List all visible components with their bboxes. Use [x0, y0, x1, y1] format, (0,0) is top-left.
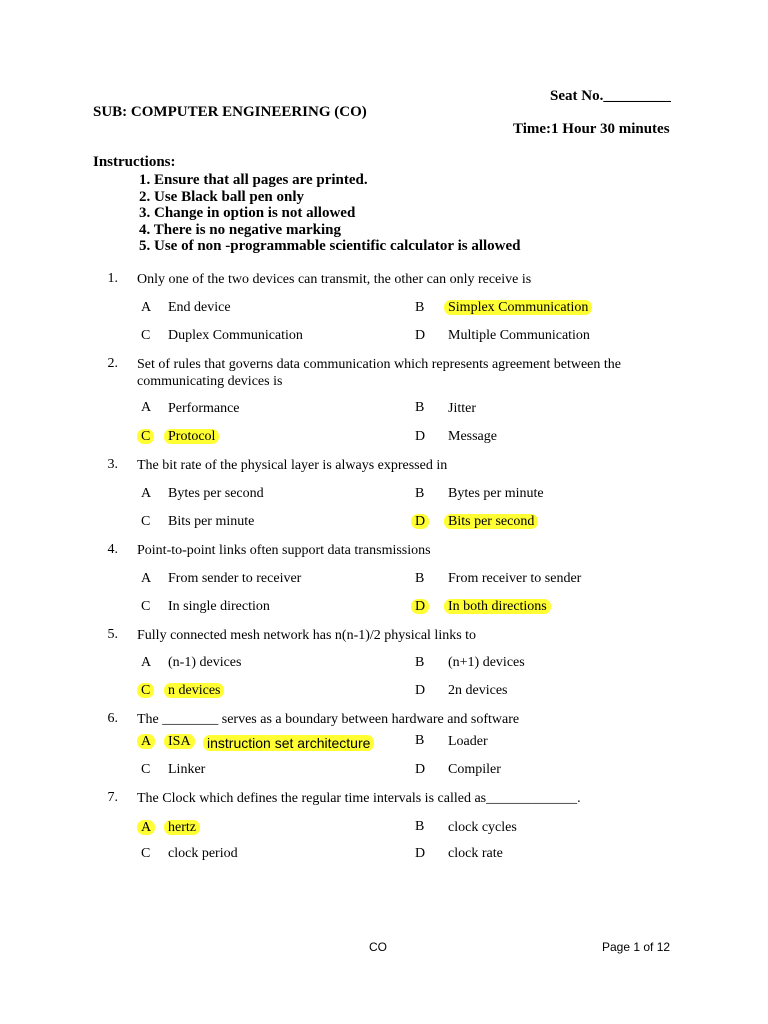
answer-highlight: A — [137, 734, 155, 749]
answer-highlight: hertz — [164, 820, 200, 835]
option-letter: B — [415, 486, 425, 501]
option-letter-answer — [415, 514, 429, 530]
option-text-answer — [448, 300, 592, 316]
option-text: (n+1) devices — [448, 655, 525, 670]
option-letter-answer — [141, 429, 154, 445]
question-number: 6. — [107, 711, 118, 726]
option-letter: B — [415, 400, 425, 415]
instruction-item: 2. Use Black ball pen only — [139, 189, 305, 205]
option-text: Bytes per second — [168, 486, 264, 501]
question-number: 2. — [107, 356, 118, 371]
instruction-item: 5. Use of non -programmable scientific calculator is allowed — [139, 238, 521, 254]
option-text: Bits per minute — [168, 514, 255, 529]
option-letter: B — [415, 733, 425, 748]
question-text: Only one of the two devices can transmit, the other can only receive is — [137, 272, 532, 287]
instruction-item: 3. Change in option is not allowed — [139, 205, 356, 221]
option-text: Bytes per minute — [448, 486, 544, 501]
option-letter: B — [415, 819, 425, 834]
option-letter: B — [415, 300, 425, 315]
answer-highlight: ISA — [164, 734, 195, 749]
answer-highlight: n devices — [164, 683, 224, 698]
option-text: Multiple Communication — [448, 328, 590, 343]
answer-highlight: D — [411, 599, 429, 614]
option-letter: B — [415, 571, 425, 586]
question-text: The ________ serves as a boundary between hardware and software — [137, 712, 520, 727]
option-letter: A — [141, 655, 152, 670]
option-text-answer — [168, 820, 200, 836]
answer-note-highlight: instruction set architecture — [203, 735, 374, 751]
option-letter: B — [415, 655, 425, 670]
answer-highlight: C — [137, 683, 154, 698]
option-letter-answer — [141, 734, 155, 750]
option-text: 2n devices — [448, 683, 508, 698]
option-letter-answer — [141, 820, 155, 836]
question-text: Set of rules that governs data communication which represents agreement between the communicating devices is — [137, 357, 621, 389]
option-letter: C — [141, 328, 151, 343]
option-letter-answer — [141, 683, 154, 699]
seat-number: Seat No._________ — [550, 88, 671, 104]
option-text: Compiler — [448, 762, 501, 777]
option-text: Jitter — [448, 401, 476, 416]
question-text: The bit rate of the physical layer is always expressed in — [137, 458, 448, 473]
option-text: Message — [448, 429, 497, 444]
option-letter: D — [415, 762, 426, 777]
option-letter: D — [415, 429, 426, 444]
question-text: Point-to-point links often support data transmissions — [137, 543, 431, 558]
question-number: 5. — [107, 627, 118, 642]
option-letter: C — [141, 762, 151, 777]
option-text: Duplex Communication — [168, 328, 303, 343]
question-number: 7. — [107, 790, 118, 805]
subject-title: SUB: COMPUTER ENGINEERING (CO) — [93, 104, 367, 120]
answer-highlight: C — [137, 429, 154, 444]
option-text: clock cycles — [448, 820, 517, 835]
answer-highlight: D — [411, 514, 429, 529]
option-text: End device — [168, 300, 231, 315]
footer-subject: CO — [369, 940, 387, 954]
instruction-item: 4. There is no negative marking — [139, 222, 341, 238]
option-text: clock rate — [448, 846, 503, 861]
question-number: 4. — [107, 542, 118, 557]
question-number: 3. — [107, 457, 118, 472]
question-number: 1. — [107, 271, 118, 286]
option-text: (n-1) devices — [168, 655, 242, 670]
answer-highlight: Bits per second — [444, 514, 538, 529]
option-text: Performance — [168, 401, 240, 416]
option-text-answer — [168, 429, 219, 445]
option-text: In single direction — [168, 599, 270, 614]
question-text: The Clock which defines the regular time intervals is called as_____________. — [137, 791, 581, 806]
option-text-answer — [448, 514, 538, 530]
option-letter: D — [415, 683, 426, 698]
option-letter: A — [141, 400, 152, 415]
option-letter: A — [141, 486, 152, 501]
answer-note — [207, 735, 374, 753]
answer-highlight: Simplex Communication — [444, 300, 592, 315]
option-letter: A — [141, 300, 152, 315]
option-text: From sender to receiver — [168, 571, 302, 586]
option-letter-answer — [415, 599, 429, 615]
option-letter: C — [141, 514, 151, 529]
question-text: Fully connected mesh network has n(n-1)/2 physical links to — [137, 628, 477, 643]
option-text: Loader — [448, 734, 488, 749]
option-letter: D — [415, 328, 426, 343]
exam-time: Time:1 Hour 30 minutes — [513, 121, 670, 137]
option-letter: D — [415, 846, 426, 861]
option-text-answer — [168, 683, 224, 699]
answer-highlight: Protocol — [164, 429, 219, 444]
option-letter: C — [141, 599, 151, 614]
option-text: Linker — [168, 762, 206, 777]
option-letter: A — [141, 571, 152, 586]
option-text: clock period — [168, 846, 238, 861]
answer-highlight: In both directions — [444, 599, 551, 614]
answer-highlight: A — [137, 820, 155, 835]
option-letter: C — [141, 846, 151, 861]
instruction-item: 1. Ensure that all pages are printed. — [139, 172, 368, 188]
option-text-answer — [448, 599, 551, 615]
option-text-answer — [168, 734, 195, 750]
page-number: Page 1 of 12 — [602, 940, 671, 954]
option-text: From receiver to sender — [448, 571, 582, 586]
instructions-title: Instructions: — [93, 154, 176, 170]
